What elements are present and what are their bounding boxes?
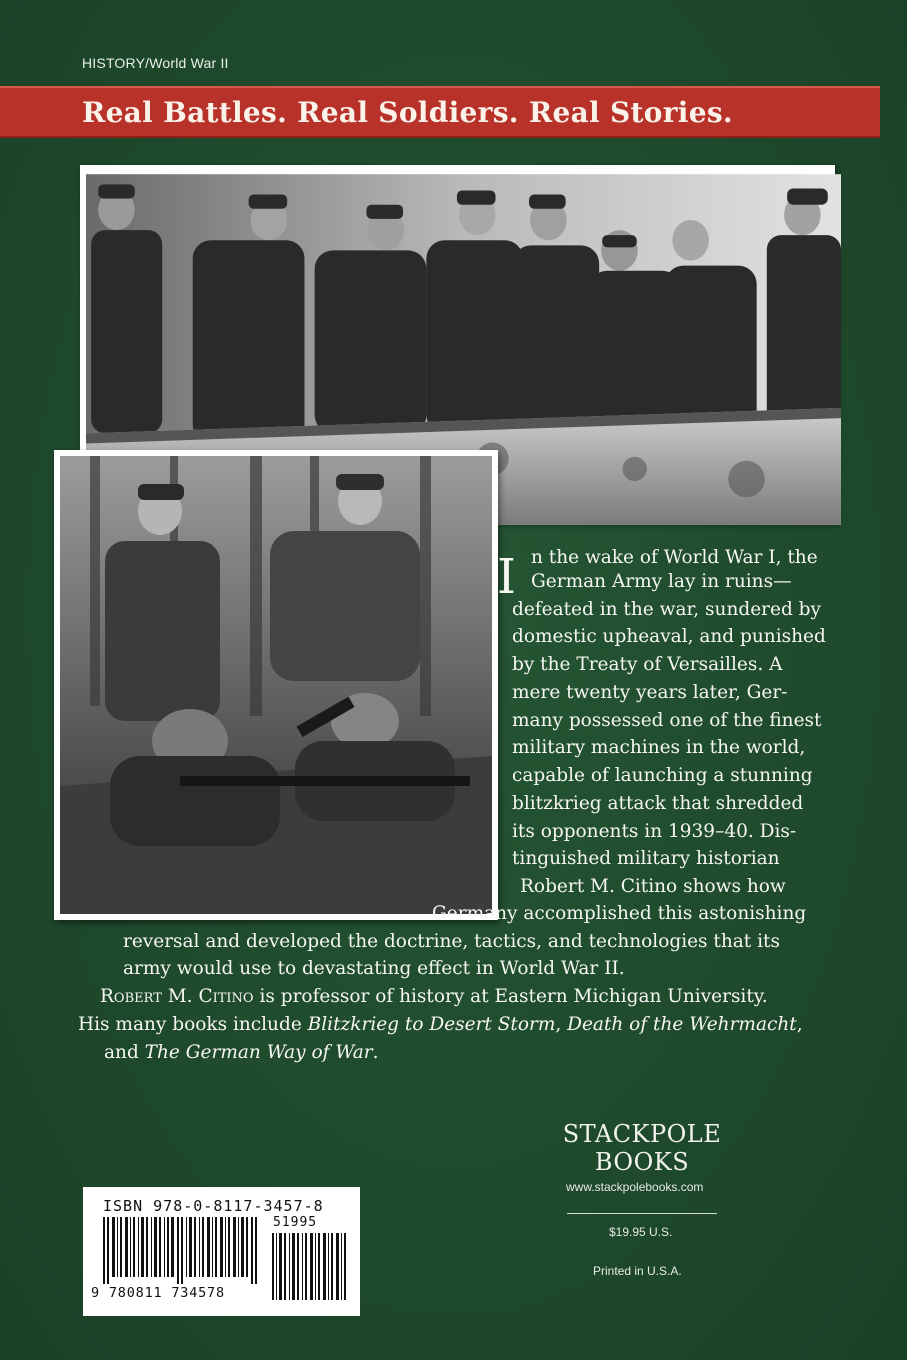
isbn-text: ISBN 978-0-8117-3457-8 [103,1197,324,1215]
description-line: tinguished military historian [512,848,780,869]
divider [567,1213,717,1214]
description-line: n the wake of World War I, the [531,547,818,568]
photo-machine-gun-crew [54,450,498,920]
dropcap: I [497,549,516,605]
description-line: blitzkrieg attack that shredded [512,793,804,814]
category-label: HISTORY/World War II [82,55,229,71]
description-line: defeated in the war, sundered by [512,599,821,620]
description-line: many possessed one of the finest [512,710,822,731]
price: $19.95 U.S. [609,1225,673,1239]
ean-digits: 9 780811 734578 [91,1285,225,1301]
price-barcode-bars [272,1233,348,1300]
description-line: Robert M. Citino shows how [520,876,786,897]
description-line: capable of launching a stunning [512,765,813,786]
description-line: mere twenty years later, Ger- [512,682,788,703]
description-line: German Army lay in ruins— [531,571,792,592]
description-line: by the Treaty of Versailles. A [512,654,783,675]
price-code: 51995 [273,1215,318,1230]
description-line: its opponents in 1939–40. Dis- [512,821,797,842]
description-line: reversal and developed the doctrine, tactics, and technologies that its [123,931,780,952]
book-title: Death of the Wehrmacht [567,1014,797,1035]
publisher-website: www.stackpolebooks.com [566,1180,704,1194]
printed-in: Printed in U.S.A. [593,1264,682,1278]
author-bio-line: Robert M. Citino is professor of history at Eastern Michigan University. [100,986,768,1007]
publisher-logo [555,1120,729,1176]
publisher-name-line1: STACKPOLE [562,1120,722,1148]
description-line: domestic upheaval, and punished [512,626,826,647]
author-bio-line: and The German Way of War. [104,1042,379,1063]
book-title: The German Way of War [144,1042,373,1063]
author-bio-line: His many books include Blitzkrieg to Desert Storm, Death of the Wehrmacht, [78,1014,803,1035]
tagline: Real Battles. Real Soldiers. Real Stories. [82,96,733,129]
description-line: Germany accomplished this astonishing [432,903,807,924]
publisher-name-line2: BOOKS [594,1148,690,1176]
book-title: Blitzkrieg to Desert Storm [307,1014,556,1035]
author-name: Robert M. Citino [100,986,254,1007]
barcode-bars [103,1217,263,1284]
description-line: military machines in the world, [512,737,806,758]
description-line: army would use to devastating effect in World War II. [123,958,625,979]
